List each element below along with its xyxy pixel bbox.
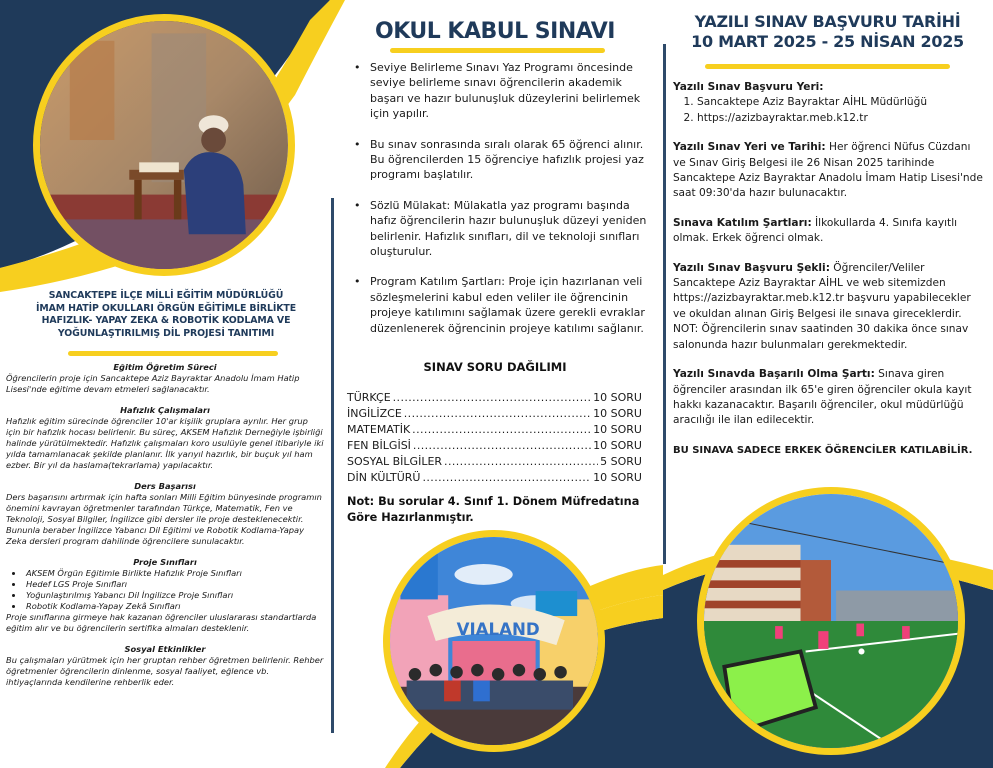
title-line: YOĞUNLAŞTIRILMIŞ DİL PROJESİ TANITIMI	[57, 327, 275, 339]
list-item: 1. Sancaktepe Aziz Bayraktar AİHL Müdürlüğü	[697, 95, 985, 110]
list-item: • Program Katılım Şartları: Proje için hazırlanan veli sözleşmelerini kabul eden veliler ile öğrencinin projeye katılımını sağlamak üzere gerekli evraklar düzenlenerek öğrencinin projeye katılımı sağlanır.	[347, 274, 657, 336]
table-row	[347, 390, 642, 406]
group-image-icon	[390, 537, 598, 745]
admission-exam-title: OKUL KABUL SINAVI	[375, 19, 615, 44]
list-item: • Seviye Belirleme Sınavı Yaz Programı öncesinde seviye belirleme sınavı öğrencilerin akademik başarı ve hazır bulunuşluk düzeylerini belirlemek için yapılır.	[347, 60, 657, 122]
title-line: HAFIZLIK- YAPAY ZEKA & ROBOTİK KODLAMA VE	[41, 315, 291, 327]
dot-leader	[444, 454, 598, 470]
project-title	[20, 290, 312, 340]
admission-bullets	[347, 60, 657, 351]
dot-leader	[393, 390, 592, 406]
mosque-image-icon	[40, 21, 288, 269]
list-item: • Yoğunlaştırılmış Yabancı Dil İngilizce Proje Sınıfları	[24, 590, 324, 601]
dot-leader	[412, 422, 591, 438]
subject: SOSYAL BİLGİLER	[347, 455, 443, 468]
section-heading-sosyal: Sosyal Etkinlikler	[124, 644, 206, 654]
subject: FEN BİLGİSİ	[347, 439, 411, 452]
section-text-hafizlik: Hafızlık eğitim sürecinde öğrenciler 10'ar kişilik gruplara ayrılır. Her grup için bir hafızlık hocası belirlenir. Bu süreç, AKSEM Hafızlık Derneğiyle işbirliği halinde yürütülmektedir. Hafızlık çalışmaları koro usulüyle genel itibariyle iki yılda tamamlanacak şekilde planlanır. İlk yarıyıl hazırlık, bir buçuk yıl ham ezber. Bir yıl da haslama(tekrarlama) yapılacaktır.	[6, 416, 324, 470]
list-item: • Sözlü Mülakat: Mülakatla yaz programı başında hafız öğrencilerin hazır bulunuşluk düzeyi yeniden belirlenir. Hafızlık sınıfları, dil ve teknoloji sınıfları oluşturulur.	[347, 198, 657, 260]
table-row	[347, 422, 642, 438]
application-method	[673, 261, 985, 353]
question-count: 10 SORU	[593, 423, 642, 436]
section-heading-ders-basarisi: Ders Başarısı	[134, 481, 196, 491]
section-text-sosyal: Bu çalışmaları yürütmek için her gruptan rehber öğretmen belirlenir. Rehber öğretmenler öğrencilerin dinlenme, sosyal faaliyet, eğlence vb. ihtiyaçlarında kendilerine rehberlik eder.	[6, 655, 324, 687]
dot-leader	[423, 470, 592, 486]
male-only-notice: BU SINAVA SADECE ERKEK ÖĞRENCİLER KATILABİLİR.	[673, 444, 973, 456]
table-row	[347, 438, 642, 454]
section-text-proje-siniflari: Proje sınıflarına girmeye hak kazanan öğrenciler uluslararası standartlarda eğitim alır ve bu öğrencilerin sertifika almaları desteklenir.	[6, 612, 317, 633]
value: İlkokullarda 4. Sınıfa kayıtlı olmak. Erkek öğrenci olmak.	[673, 216, 958, 245]
table-row	[347, 470, 642, 486]
section-heading-education: Eğitim Öğretim Süreci	[113, 362, 217, 372]
photo-boy-reading-quran	[33, 14, 295, 276]
question-count: 5 SORU	[600, 455, 642, 468]
application-date-range: 10 MART 2025 - 25 NİSAN 2025	[691, 32, 964, 51]
list-item: • AKSEM Örgün Eğitimle Birlikte Hafızlık Proje Sınıfları	[24, 568, 324, 579]
label: Yazılı Sınav Başvuru Şekli:	[673, 261, 830, 274]
arrival-note: NOT: Öğrencilerin sınav saatinden 30 dakika önce sınav salonunda hazır bulunmaları gerekmektedir.	[673, 323, 969, 351]
label: Yazılı Sınavda Başarılı Olma Şartı:	[673, 368, 875, 381]
success-condition	[673, 367, 985, 429]
title-underline	[705, 64, 950, 69]
application-place	[673, 80, 985, 126]
label: Sınava Katılım Şartları:	[673, 216, 812, 229]
section-text-ders-basarisi: Ders başarısını artırmak için hafta sonları Milli Eğitim bünyesinde programın önemini kavrayan öğretmenler tarafından Türkçe, Matematik, Fen ve Teknoloji, Sosyal Bilgiler, İngilizce gibi dersler ile proje desteklenecektir. Bununla beraber İngilizce Yabancı Dil Eğitimi ve Robotik Kodlama-Yapay Zeka dersleri program dahilinde öğrencilere sunulacaktır.	[6, 492, 322, 546]
project-classes-list	[24, 568, 324, 612]
subject: DİN KÜLTÜRÜ	[347, 471, 421, 484]
section-heading-proje-siniflari: Proje Sınıfları	[133, 557, 197, 567]
question-count: 10 SORU	[593, 391, 642, 404]
exam-details	[673, 80, 985, 458]
label: Yazılı Sınav Başvuru Yeri:	[673, 81, 824, 93]
application-dates-title	[675, 12, 980, 52]
dot-leader	[404, 406, 591, 422]
list-item[interactable]: 2. https://azizbayraktar.meb.k12.tr	[697, 111, 985, 126]
list-item: • Hedef LGS Proje Sınıfları	[24, 579, 324, 590]
label: Yazılı Sınav Yeri ve Tarihi:	[673, 141, 826, 154]
section-text-education: Öğrencilerin proje için Sancaktepe Aziz Bayraktar Anadolu İmam Hatip Lisesi'nde eğitime devam etmeleri sağlanacaktır.	[6, 373, 300, 394]
subject: İNGİLİZCE	[347, 407, 402, 420]
title-underline	[390, 48, 605, 53]
project-description	[6, 362, 324, 688]
table-row	[347, 406, 642, 422]
participation-conditions	[673, 216, 985, 247]
question-distribution-title: SINAV SORU DAĞILIMI	[423, 360, 567, 374]
section-heading-hafizlik: Hafızlık Çalışmaları	[120, 405, 210, 415]
question-count: 10 SORU	[593, 407, 642, 420]
value: Öğrenciler/Veliler Sancaktepe Aziz Bayraktar AİHL ve web sitemizden https://azizbayraktar.meb.k12.tr başvuru yapabilecekler ve okuldan alınan Giriş Belgesi ile sınava gireceklerdir.	[673, 261, 971, 320]
exam-place-date	[673, 140, 985, 202]
photo-football-practice	[697, 487, 965, 755]
column-divider-left	[331, 198, 334, 733]
svg-text:VIALAND: VIALAND	[456, 619, 540, 639]
question-distribution-table	[347, 390, 642, 486]
curriculum-note: Not: Bu sorular 4. Sınıf 1. Dönem Müfredatına Göre Hazırlanmıştır.	[347, 495, 640, 524]
column-divider-right	[663, 44, 666, 564]
question-count: 10 SORU	[593, 471, 642, 484]
list-item: • Robotik Kodlama-Yapay Zekâ Sınıfları	[24, 601, 324, 612]
subject: TÜRKÇE	[347, 391, 391, 404]
subject: MATEMATİK	[347, 423, 411, 436]
title-line: YAZILI SINAV BAŞVURU TARİHİ	[694, 12, 961, 31]
table-row	[347, 454, 642, 470]
application-place-list	[697, 95, 985, 126]
dot-leader	[413, 438, 591, 454]
photo-student-group	[383, 530, 605, 752]
list-item: • Bu sınav sonrasında sıralı olarak 65 öğrenci alınır. Bu öğrencilerden 15 öğrenciye hafızlık projesi yaz programı başlatılır.	[347, 137, 657, 183]
value: Sınava giren öğrenciler arasından ilk 65'e giren öğrenciler okula kayıt hakkı kazanacaktır. Başarılı öğrenciler, okul müdürlüğü aracılığı ile ilan edilecektir.	[673, 368, 972, 427]
question-count: 10 SORU	[593, 439, 642, 452]
value: Her öğrenci Nüfus Cüzdanı ve Sınav Giriş Belgesi ile 26 Nisan 2025 tarihinde Sancaktepe Aziz Bayraktar Anadolu İmam Hatip Lisesi'nde saat 09:30'da hazır bulunacaktır.	[673, 141, 983, 200]
title-line: SANCAKTEPE İLÇE MİLLİ EĞİTİM MÜDÜRLÜĞÜ	[48, 290, 284, 301]
title-underline	[68, 351, 278, 356]
football-image-icon	[704, 494, 958, 748]
title-line: İMAM HATİP OKULLARI ÖRGÜN EĞİTİMLE BİRLİKTE	[35, 302, 297, 314]
